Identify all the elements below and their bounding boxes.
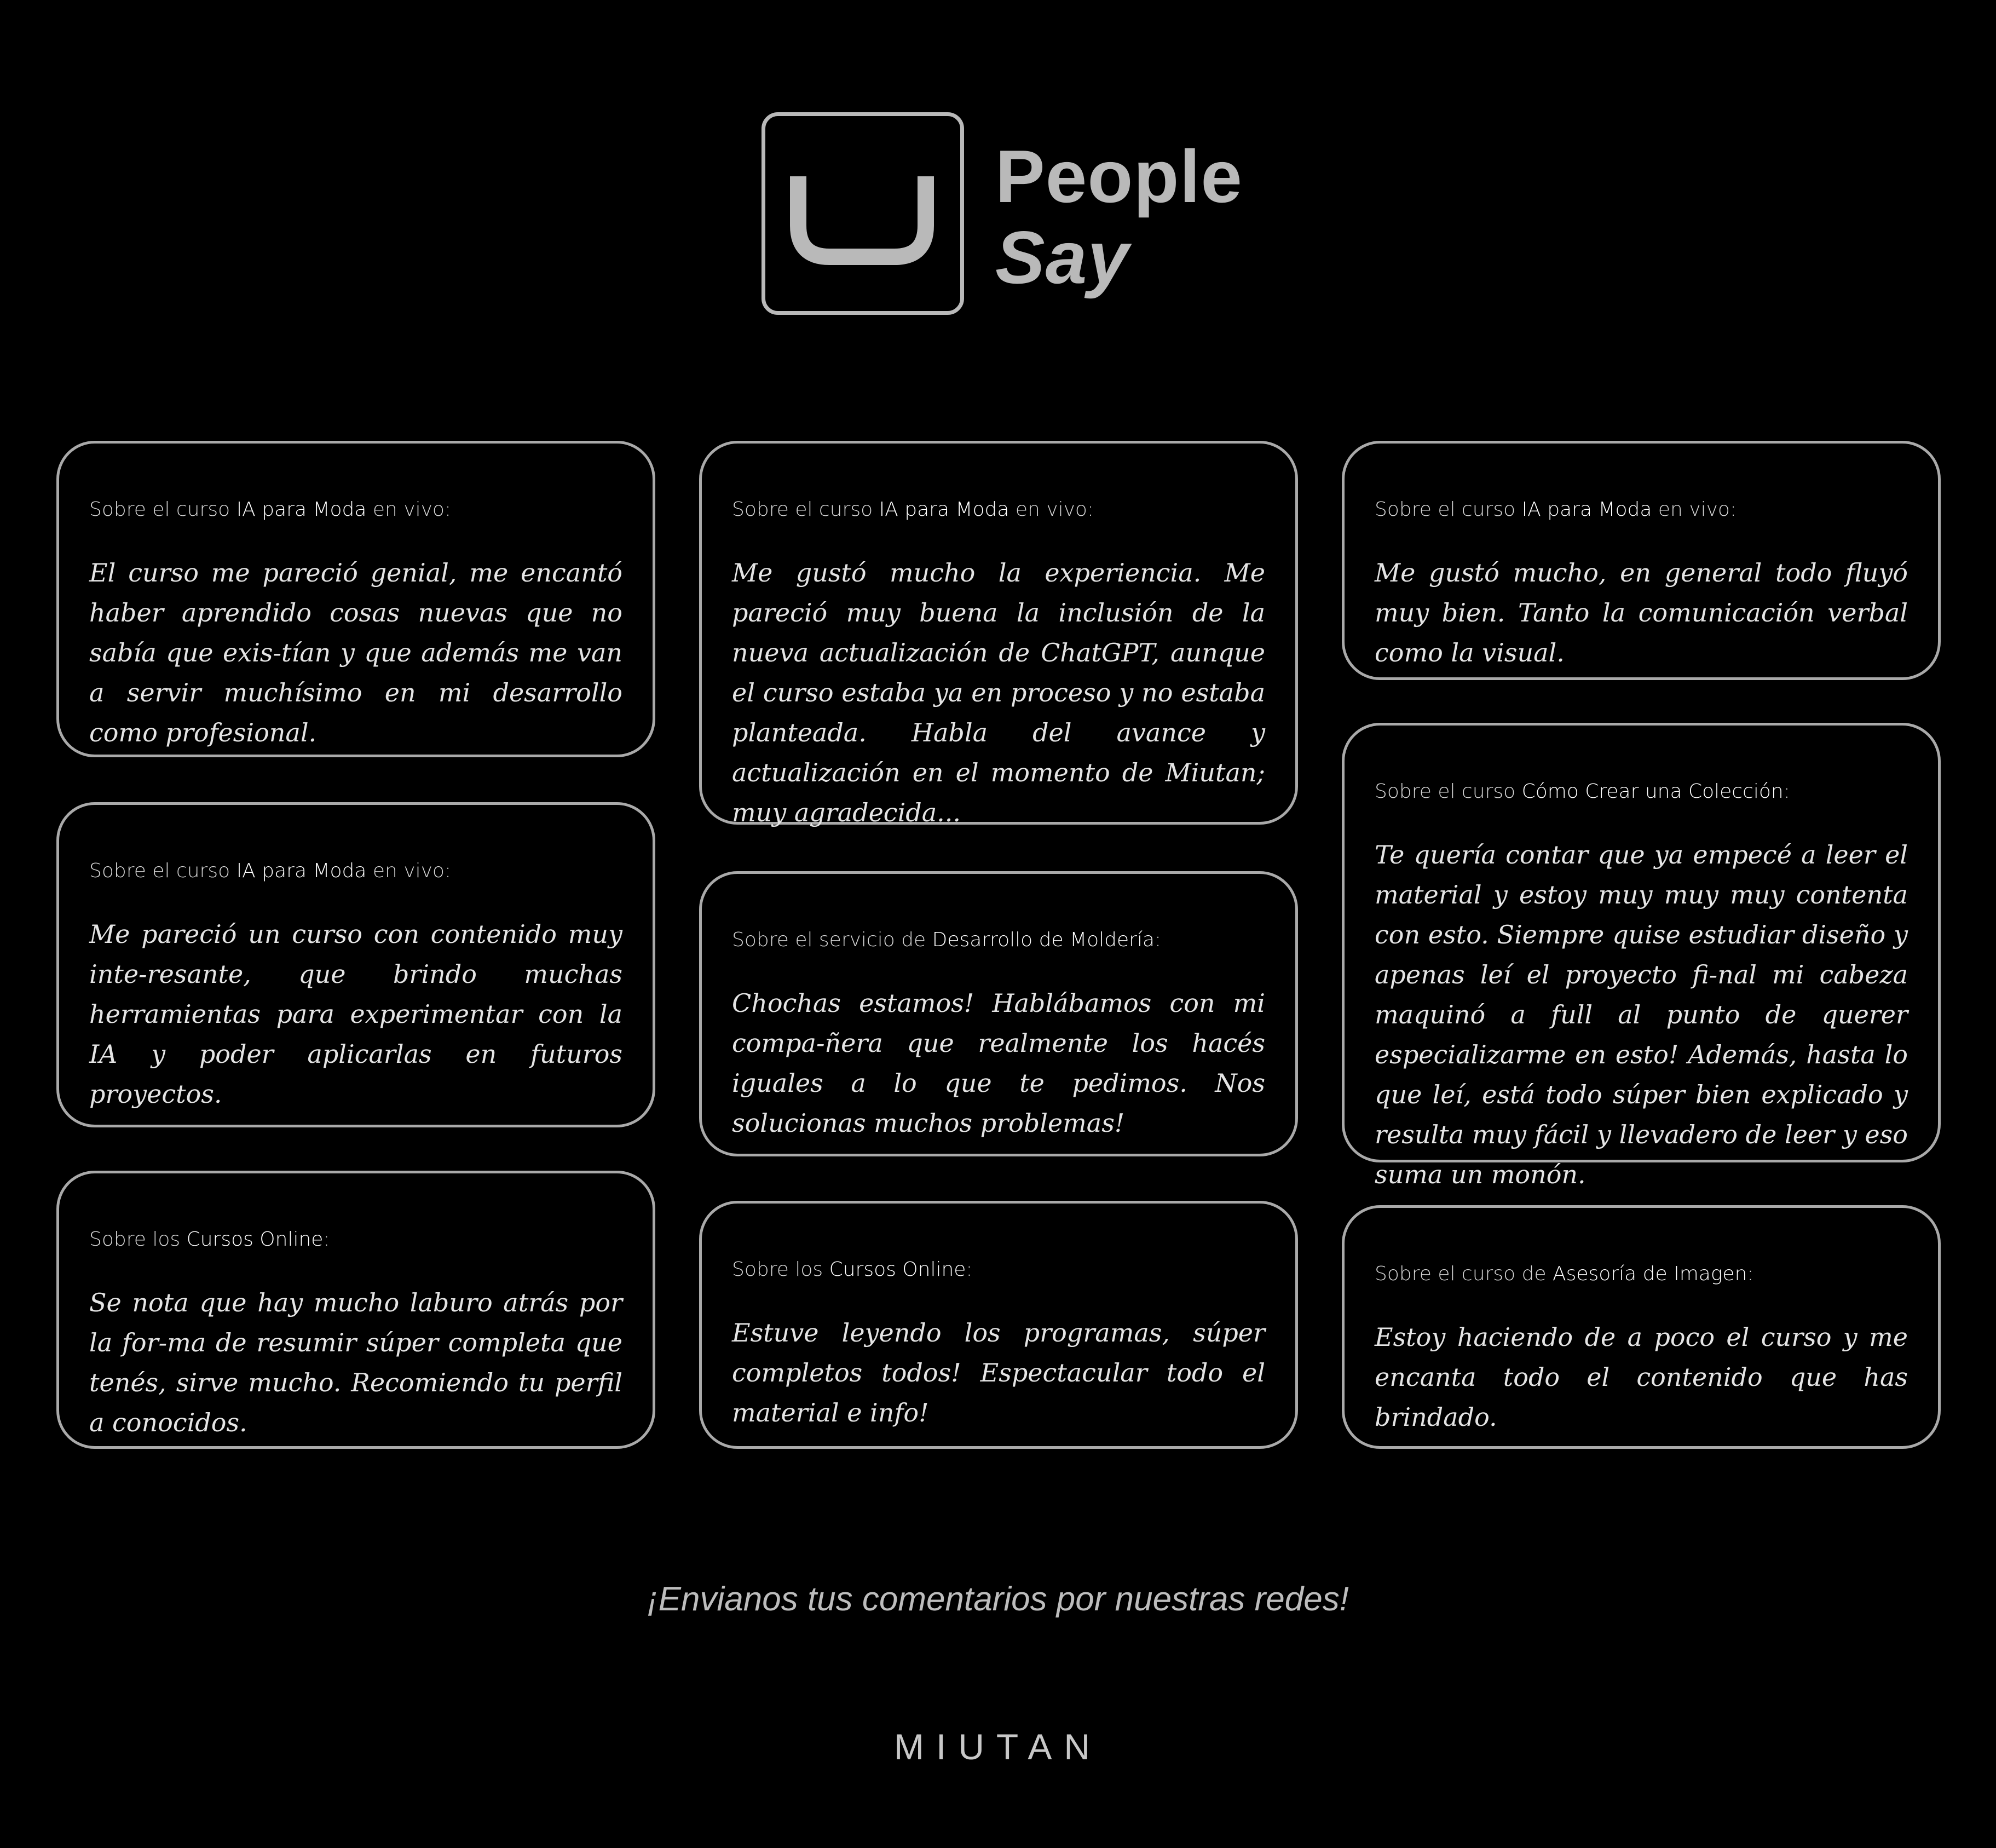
testimonial-card	[699, 441, 1298, 825]
testimonial-quote: Te quería contar que ya empecé a leer el material y estoy muy muy muy contenta con esto. Siempre quise estudiar diseño y apenas leí el proyecto fi-nal mi cabeza maquinó a full al punto de querer especializarme en esto! Además, hasta lo que leí, está todo súper bien explicado y resulta muy fácil y llevadero de leer y eso suma un monón.	[1375, 840, 1908, 1189]
testimonial-card	[699, 871, 1298, 1156]
testimonial-card	[699, 1201, 1298, 1449]
testimonial-quote: Chochas estamos! Hablábamos con mi compa-ñera que realmente los hacés iguales a lo que te pedimos. Nos solucionas muchos problemas!	[732, 988, 1265, 1138]
testimonial-card	[56, 441, 655, 757]
course-name: Desarrollo de Moldería	[932, 929, 1155, 951]
testimonial-quote: Me gustó mucho, en general todo fluyó muy bien. Tanto la comunicación verbal como la visual.	[1375, 558, 1908, 667]
course-name: IA para Moda	[1521, 498, 1652, 521]
testimonial-quote: Me pareció un curso con contenido muy inte-resante, que brindo muchas herramientas para experimentar con la IA y poder aplicarlas en futuros proyectos.	[89, 919, 622, 1109]
testimonial-card	[56, 1171, 655, 1449]
testimonial-card	[1342, 1205, 1941, 1449]
card-label: Sobre el curso de Asesoría de Imagen:	[1375, 1263, 1754, 1285]
course-name: IA para Moda	[236, 860, 367, 882]
testimonial-quote: El curso me pareció genial, me encantó haber aprendido cosas nuevas que no sabía que exis-tían y que además me van a servir muchísimo en mi desarrollo como profesional.	[89, 558, 622, 747]
title-line-2: Say	[995, 216, 1129, 299]
logo-mark	[762, 112, 964, 315]
testimonial-quote: Estuve leyendo los programas, súper completos todos! Espectacular todo el material e info!	[732, 1318, 1265, 1427]
testimonial-quote: Se nota que hay mucho laburo atrás por la for-ma de resumir súper completa que tenés, sirve mucho. Recomiendo tu perfil a conocidos.	[89, 1288, 622, 1437]
testimonial-quote: Me gustó mucho la experiencia. Me pareció muy buena la inclusión de la nueva actualización de ChatGPT, aunque el curso estaba ya en proceso y no estaba planteada. Habla del avance y actualización en el momento de Miutan; muy agradecida...	[732, 558, 1265, 827]
card-label: Sobre el servicio de Desarrollo de Moldería:	[732, 929, 1162, 951]
card-label: Sobre los Cursos Online:	[89, 1228, 330, 1251]
course-name: IA para Moda	[879, 498, 1009, 521]
course-name: Cursos Online	[829, 1258, 966, 1281]
testimonial-card	[1342, 441, 1941, 680]
course-name: Asesoría de Imagen	[1553, 1263, 1747, 1285]
footer-call-to-action: ¡Envianos tus comentarios por nuestras redes!	[647, 1580, 1349, 1618]
course-name: Cursos Online	[186, 1228, 324, 1251]
card-label: Sobre el curso IA para Moda en vivo:	[89, 860, 452, 882]
course-name: Cómo Crear una Colección	[1521, 780, 1784, 803]
testimonial-card	[56, 802, 655, 1127]
page-title	[995, 136, 1243, 298]
card-label: Sobre el curso IA para Moda en vivo:	[89, 498, 452, 521]
smile-icon	[765, 116, 960, 311]
card-label: Sobre el curso IA para Moda en vivo:	[1375, 498, 1737, 521]
testimonial-card	[1342, 723, 1941, 1189]
testimonial-quote: Estoy haciendo de a poco el curso y me encanta todo el contenido que has brindado.	[1375, 1322, 1908, 1432]
footer-brand-logo: MIUTAN	[893, 1726, 1103, 1767]
card-label: Sobre los Cursos Online:	[732, 1258, 973, 1281]
card-label: Sobre el curso Cómo Crear una Colección:	[1375, 780, 1790, 803]
title-line-1: People	[995, 135, 1243, 218]
course-name: IA para Moda	[236, 498, 367, 521]
card-label: Sobre el curso IA para Moda en vivo:	[732, 498, 1094, 521]
